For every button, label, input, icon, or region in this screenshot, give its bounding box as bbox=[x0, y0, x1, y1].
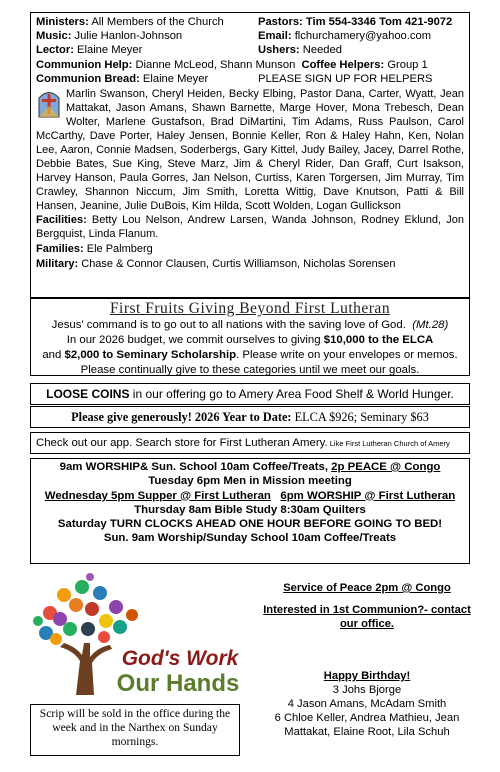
schedule-box bbox=[30, 458, 470, 564]
first-fruits-line-3a: and bbox=[42, 349, 65, 361]
year-to-date-box bbox=[30, 406, 470, 428]
staff-row-3 bbox=[36, 43, 464, 57]
birthday-line-1: 3 Johs Bjorge bbox=[332, 684, 402, 696]
birthday-line-2: 4 Jason Amans, McAdam Smith bbox=[287, 698, 447, 710]
elca-amount: $10,000 to the ELCA bbox=[323, 334, 434, 346]
first-fruits-box bbox=[30, 298, 470, 376]
coffee-label: Coffee Helpers: bbox=[301, 58, 385, 71]
first-communion-note: Interested in 1st Communion?- contact our office. bbox=[263, 604, 471, 630]
app-box bbox=[30, 432, 470, 454]
service-of-peace: Service of Peace 2pm @ Congo bbox=[283, 582, 451, 594]
communion-help-label: Communion Help: bbox=[36, 58, 133, 71]
ministers-value: All Members of the Church bbox=[91, 16, 224, 28]
logo-line-2: Our Hands bbox=[116, 670, 240, 697]
military-label: Military: bbox=[36, 258, 79, 271]
prayer-names: Marlin Swanson, Cheryl Heiden, Becky Elbing, Pastor Dana, Carter, Wyatt, Jean Mattakat, Jason Amans, Shawn Barnette, Marge Hover, Mona Trebesch, Dean Wolter, Marlene Gustafson, Brad DiMartini, Tim Adams, Russ Paulson, Carol McCarthy, Dave Porter, Haley Jensen, Bonnie Keller, Ron & Haley Hahn, Ken, Nolan Lee, Aaron, Connie Madsen, Soderbergs, Gary Kittel, Judy Bailey, Jacey, Darrel Rothe, Debbie Bates, Sue King, Steve Marz, Jim & Cheryl Rider, Dan Graff, Curt Isakson, Harvey Hanson, Paula Gorres, Jan Nelson, Curtiss, Karen Torgersen, Jim Murray, Tim Crawley, Shannon Niccum, Jim Smith, Loretta Wittig, Dave Knutson, Patti & Bill Hansen, Jeanine, Julie DuBois, Kim Hilda, Scott Wolden, Logan Gullickson bbox=[36, 88, 464, 213]
loose-coins-text: in our offering go to Amery Area Food Shelf & World Hunger. bbox=[129, 387, 454, 401]
app-like-text: Like First Lutheran Church of Amery bbox=[327, 439, 450, 448]
communion-help-value: Dianne McLeod, Shann Munson bbox=[135, 58, 296, 71]
staff-row-4 bbox=[36, 58, 464, 72]
schedule-line-4: Thursday 8am Bible Study 8:30am Quilters bbox=[134, 503, 366, 516]
communion-bread-label: Communion Bread: bbox=[36, 72, 140, 85]
birthday-line-3: 6 Chloe Keller, Andrea Mathieu, Jean Mattakat, Elaine Root, Lila Schuh bbox=[274, 712, 460, 738]
coffee-value: Group 1 bbox=[387, 58, 428, 71]
staff-box bbox=[30, 12, 470, 298]
military-value: Chase & Connor Clausen, Curtis Williamson, Nicholas Sorensen bbox=[81, 258, 396, 271]
music-value: Julie Hanlon-Johnson bbox=[74, 30, 183, 43]
communion-bread-value: Elaine Meyer bbox=[142, 72, 209, 85]
scripture-ref: (Mt.28) bbox=[412, 319, 449, 331]
year-to-date-label: Please give generously! 2026 Year to Date: bbox=[71, 410, 292, 424]
first-fruits-line-3c: . Please write on your envelopes or memos. bbox=[236, 349, 458, 361]
facilities-label: Facilities: bbox=[36, 214, 87, 227]
stained-glass-cross-icon bbox=[36, 88, 62, 118]
schedule-line-5: Saturday TURN CLOCKS AHEAD ONE HOUR BEFORE GOING TO BED! bbox=[57, 518, 443, 531]
helpers-note: PLEASE SIGN UP FOR HELPERS bbox=[258, 72, 433, 85]
schedule-line-6: Sun. 9am Worship/Sunday School 10am Coffee/Treats bbox=[103, 532, 397, 545]
scrip-box bbox=[30, 704, 240, 756]
first-fruits-line-2: In our 2026 budget, we commit ourselves to giving bbox=[66, 334, 324, 346]
lector-label: Lector: bbox=[36, 44, 74, 57]
year-to-date-values: ELCA $926; Seminary $63 bbox=[291, 410, 429, 424]
right-column bbox=[262, 581, 472, 739]
seminary-amount: $2,000 to Seminary Scholarship bbox=[64, 349, 237, 361]
facilities-value: Betty Lou Nelson, Andrew Larsen, Wanda Johnson, Rodney Eklund, Jon Bergquist, Linda Flanum. bbox=[36, 214, 464, 241]
loose-coins-box bbox=[30, 383, 470, 405]
lector-value: Elaine Meyer bbox=[77, 44, 143, 57]
scrip-text: Scrip will be sold in the office during the week and in the Narthex on Sunday mornings. bbox=[39, 707, 231, 748]
first-fruits-title: First Fruits Giving Beyond First Lutheran bbox=[109, 300, 391, 317]
schedule-line-2: Tuesday 6pm Men in Mission meeting bbox=[148, 475, 352, 488]
schedule-line-1: 9am WORSHIP& Sun. School 10am Coffee/Treats, 2p PEACE @ Congo bbox=[59, 461, 441, 473]
first-fruits-line-4: Please continually give to these categories until we meet our goals. bbox=[80, 364, 420, 376]
schedule-line-3: Wednesday 5pm Supper @ First Lutheran 6pm WORSHIP @ First Lutheran bbox=[44, 489, 456, 502]
email-value[interactable]: flchurchamery@yahoo.com bbox=[294, 30, 432, 43]
ushers-label: Ushers: bbox=[258, 44, 300, 57]
prayer-list bbox=[36, 87, 464, 271]
staff-row-5 bbox=[36, 72, 464, 86]
ushers-value: Needed bbox=[302, 44, 342, 57]
pastors-label: Pastors: bbox=[258, 16, 303, 28]
first-fruits-line-1: Jesus' command is to go out to all nations with the saving love of God. bbox=[51, 319, 406, 331]
staff-row-2 bbox=[36, 29, 464, 43]
email-label: Email: bbox=[258, 30, 292, 43]
families-label: Families: bbox=[36, 243, 84, 256]
app-text: Check out our app. Search store for First Lutheran Amery. bbox=[36, 437, 328, 449]
pastors-value: Tim 554-3346 Tom 421-9072 bbox=[305, 16, 453, 28]
music-label: Music: bbox=[36, 30, 72, 43]
families-value: Ele Palmberg bbox=[86, 243, 153, 256]
staff-row-1 bbox=[36, 15, 464, 29]
birthday-title: Happy Birthday! bbox=[323, 670, 411, 682]
gods-work-logo bbox=[30, 573, 240, 698]
logo-line-1: God's Work bbox=[121, 647, 239, 670]
ministers-label: Ministers: bbox=[36, 16, 89, 28]
loose-coins-label: LOOSE COINS bbox=[46, 387, 130, 401]
